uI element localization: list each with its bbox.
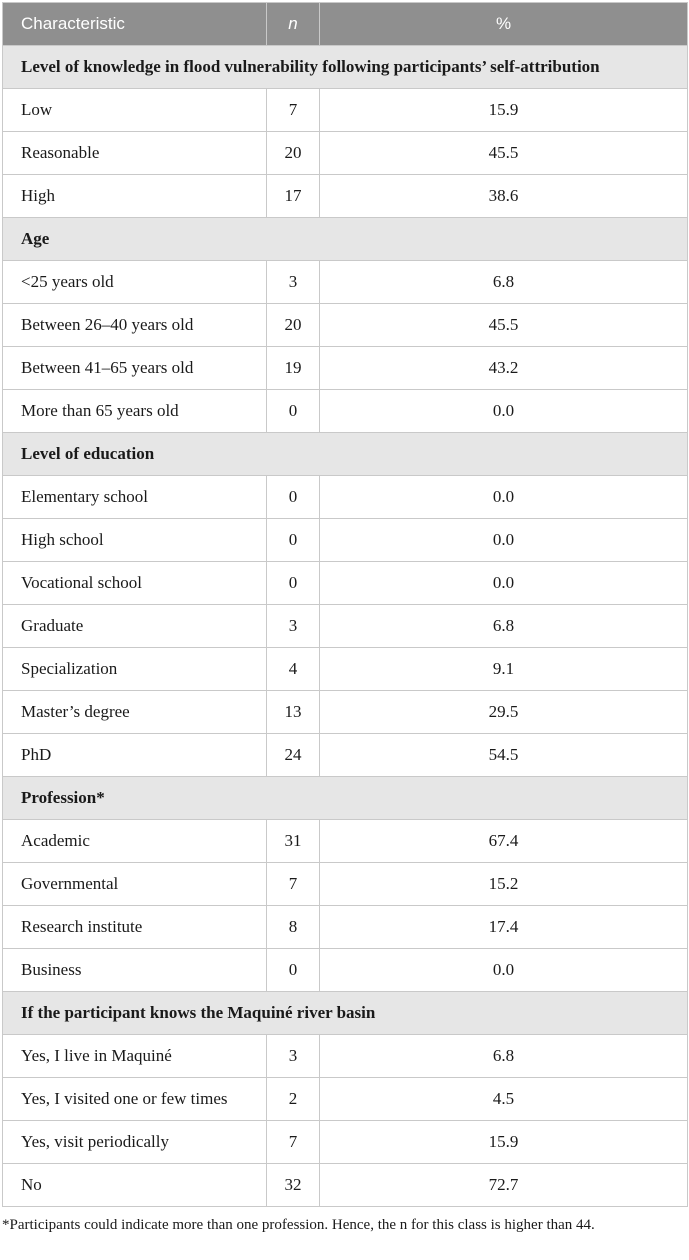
row-label: More than 65 years old	[3, 390, 267, 433]
row-percent: 0.0	[320, 476, 688, 519]
row-percent: 9.1	[320, 648, 688, 691]
row-n: 20	[267, 304, 320, 347]
table-header-row	[3, 3, 688, 46]
row-percent: 15.9	[320, 1121, 688, 1164]
row-label: Between 26–40 years old	[3, 304, 267, 347]
row-n: 3	[267, 261, 320, 304]
table-row	[3, 1035, 688, 1078]
section-title: Profession*	[3, 777, 688, 820]
row-percent: 6.8	[320, 261, 688, 304]
row-label: Business	[3, 949, 267, 992]
row-label: High	[3, 175, 267, 218]
table-row	[3, 390, 688, 433]
row-n: 17	[267, 175, 320, 218]
row-n: 0	[267, 949, 320, 992]
table-row	[3, 519, 688, 562]
row-percent: 38.6	[320, 175, 688, 218]
table-row	[3, 476, 688, 519]
row-label: <25 years old	[3, 261, 267, 304]
row-percent: 0.0	[320, 949, 688, 992]
row-percent: 0.0	[320, 390, 688, 433]
row-label: Between 41–65 years old	[3, 347, 267, 390]
row-n: 7	[267, 89, 320, 132]
participant-characteristics-table	[2, 2, 688, 1207]
row-percent: 15.9	[320, 89, 688, 132]
row-percent: 17.4	[320, 906, 688, 949]
row-percent: 72.7	[320, 1164, 688, 1207]
row-n: 24	[267, 734, 320, 777]
table-row	[3, 89, 688, 132]
table-row	[3, 132, 688, 175]
row-label: High school	[3, 519, 267, 562]
row-n: 32	[267, 1164, 320, 1207]
row-n: 3	[267, 1035, 320, 1078]
table-row	[3, 1121, 688, 1164]
row-n: 8	[267, 906, 320, 949]
row-n: 0	[267, 476, 320, 519]
row-percent: 43.2	[320, 347, 688, 390]
row-label: Yes, I live in Maquiné	[3, 1035, 267, 1078]
row-label: Reasonable	[3, 132, 267, 175]
row-label: Research institute	[3, 906, 267, 949]
row-percent: 45.5	[320, 304, 688, 347]
table-row	[3, 820, 688, 863]
row-n: 0	[267, 562, 320, 605]
section-header-row	[3, 777, 688, 820]
row-label: Graduate	[3, 605, 267, 648]
table-row	[3, 347, 688, 390]
row-n: 2	[267, 1078, 320, 1121]
row-n: 19	[267, 347, 320, 390]
row-label: Yes, I visited one or few times	[3, 1078, 267, 1121]
section-header-row	[3, 433, 688, 476]
row-percent: 0.0	[320, 562, 688, 605]
row-percent: 15.2	[320, 863, 688, 906]
table-footnote: *Participants could indicate more than one profession. Hence, the n for this class is higher than 44.	[2, 1217, 595, 1233]
row-label: Elementary school	[3, 476, 267, 519]
table-row	[3, 1078, 688, 1121]
row-n: 20	[267, 132, 320, 175]
row-label: Governmental	[3, 863, 267, 906]
row-n: 7	[267, 1121, 320, 1164]
row-n: 7	[267, 863, 320, 906]
row-percent: 0.0	[320, 519, 688, 562]
section-header-row	[3, 992, 688, 1035]
table-body	[3, 46, 688, 1207]
row-label: Academic	[3, 820, 267, 863]
row-percent: 6.8	[320, 605, 688, 648]
section-title: If the participant knows the Maquiné river basin	[3, 992, 688, 1035]
table-row	[3, 261, 688, 304]
table-row	[3, 605, 688, 648]
row-label: Specialization	[3, 648, 267, 691]
row-n: 0	[267, 519, 320, 562]
row-percent: 45.5	[320, 132, 688, 175]
row-n: 3	[267, 605, 320, 648]
table-row	[3, 863, 688, 906]
table-row	[3, 648, 688, 691]
row-label: Low	[3, 89, 267, 132]
header-characteristic: Characteristic	[3, 3, 267, 46]
table-row	[3, 562, 688, 605]
header-percent: %	[320, 3, 688, 46]
table-row	[3, 906, 688, 949]
row-n: 0	[267, 390, 320, 433]
section-header-row	[3, 46, 688, 89]
row-percent: 4.5	[320, 1078, 688, 1121]
table-row	[3, 734, 688, 777]
row-percent: 54.5	[320, 734, 688, 777]
row-label: PhD	[3, 734, 267, 777]
table-row	[3, 949, 688, 992]
row-n: 4	[267, 648, 320, 691]
row-label: Master’s degree	[3, 691, 267, 734]
row-n: 13	[267, 691, 320, 734]
row-percent: 29.5	[320, 691, 688, 734]
row-label: No	[3, 1164, 267, 1207]
section-title: Level of education	[3, 433, 688, 476]
section-header-row	[3, 218, 688, 261]
header-n: n	[267, 3, 320, 46]
table-row	[3, 1164, 688, 1207]
table-row	[3, 175, 688, 218]
table-row	[3, 691, 688, 734]
section-title: Age	[3, 218, 688, 261]
row-percent: 6.8	[320, 1035, 688, 1078]
row-label: Yes, visit periodically	[3, 1121, 267, 1164]
row-percent: 67.4	[320, 820, 688, 863]
row-n: 31	[267, 820, 320, 863]
table-row	[3, 304, 688, 347]
row-label: Vocational school	[3, 562, 267, 605]
section-title: Level of knowledge in flood vulnerability following participants’ self-attribution	[3, 46, 688, 89]
